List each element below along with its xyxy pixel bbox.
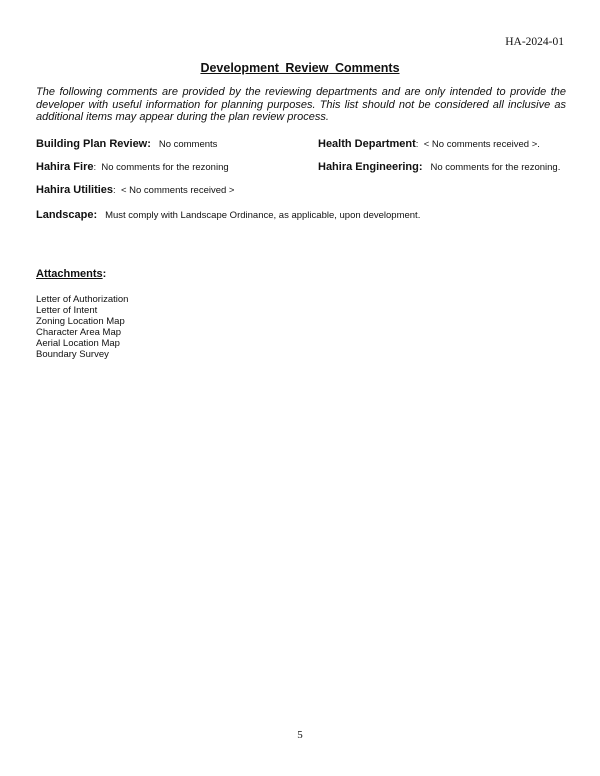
attachment-item: Aerial Location Map xyxy=(36,338,120,349)
attachment-item: Zoning Location Map xyxy=(36,316,125,327)
attachments-list xyxy=(36,294,128,360)
attachments-heading: Attachments xyxy=(36,268,103,280)
page-number: 5 xyxy=(297,729,303,741)
attachment-item: Character Area Map xyxy=(36,327,122,338)
attachments-section xyxy=(36,268,106,280)
health-department-entry xyxy=(318,138,540,150)
health-department-colon: : xyxy=(415,139,419,150)
hahira-engineering-label: Hahira Engineering: xyxy=(318,161,423,173)
hahira-utilities-entry xyxy=(36,184,234,196)
landscape-entry xyxy=(36,209,420,221)
intro-paragraph: The following comments are provided by the reviewing departments and are only intended to provide the developer with useful information for planning purposes. This list should not be considered all inclusive as additional items may appear during the plan review process. xyxy=(36,86,566,123)
hahira-utilities-colon: : xyxy=(113,185,116,196)
attachment-item: Boundary Survey xyxy=(36,349,109,360)
building-plan-review-entry xyxy=(36,138,217,150)
hahira-engineering-entry xyxy=(318,161,560,173)
page-title: Development Review Comments xyxy=(200,61,400,75)
hahira-fire-colon: : xyxy=(93,162,97,173)
hahira-fire-value: No comments for the rezoning xyxy=(101,162,229,173)
case-number: HA-2024-01 xyxy=(505,36,564,48)
comment-row-3 xyxy=(0,184,600,200)
building-plan-review-label: Building Plan Review: xyxy=(36,138,151,150)
health-department-value: < No comments received >. xyxy=(423,139,540,150)
hahira-fire-label: Hahira Fire xyxy=(36,161,94,173)
attachment-item: Letter of Intent xyxy=(36,305,98,316)
landscape-label: Landscape: xyxy=(36,209,98,221)
landscape-value: Must comply with Landscape Ordinance, as applicable, upon development. xyxy=(105,210,421,221)
comment-row-2 xyxy=(0,161,600,177)
hahira-utilities-value: < No comments received > xyxy=(120,185,235,196)
hahira-utilities-label: Hahira Utilities xyxy=(36,184,114,196)
hahira-engineering-value: No comments for the rezoning. xyxy=(430,162,561,173)
comment-row-4 xyxy=(0,209,600,225)
attachment-item: Letter of Authorization xyxy=(36,294,129,305)
building-plan-review-value: No comments xyxy=(158,139,218,150)
comment-row-1 xyxy=(0,138,600,154)
health-department-label: Health Department xyxy=(318,138,416,150)
hahira-fire-entry xyxy=(36,161,229,173)
attachments-colon: : xyxy=(102,268,107,280)
